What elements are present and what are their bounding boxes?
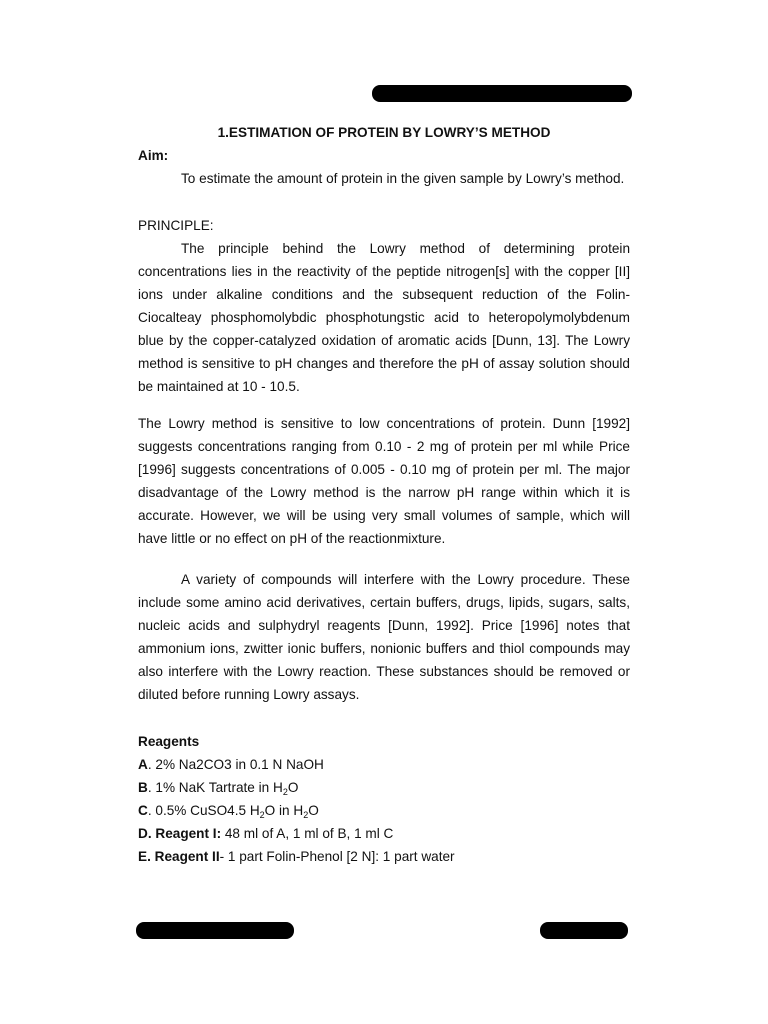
subscript: 2 — [303, 810, 309, 820]
reagent-text: . 1% NaK Tartrate in H — [147, 780, 283, 795]
reagent-letter: A — [138, 757, 148, 772]
aim-heading: Aim: — [138, 148, 169, 163]
principle-paragraph-1: The principle behind the Lowry method of determining protein concentrations lies in the reactivity of the peptide nitrogen[s] with the copper [II] ions under alkaline conditions and the subsequent reduction of the Folin-Ciocalteay phosphomolybdic phosphotungstic acid to heteropolymolybdenum blue by the copper-catalyzed oxidation of aromatic acids [Dunn, 13]. The Lowry method is sensitive to pH changes and therefore the pH of assay solution should be maintained at 10 - 10.5. — [138, 241, 630, 394]
reagent-text: . 2% Na2CO3 in 0.1 N NaOH — [147, 757, 324, 772]
principle-paragraph-2: The Lowry method is sensitive to low concentrations of protein. Dunn [1992] suggests concentrations ranging from 0.10 - 2 mg of protein per ml while Price [1996] suggests concentrations of 0.005 - 0.10 mg of protein per ml. The major disadvantage of the Lowry method is the narrow pH range within which it is accurate. However, we will be using very small volumes of sample, which will have little or no effect on pH of the reactionmixture. — [138, 416, 630, 546]
subscript: 2 — [282, 787, 288, 797]
reagent-text: 48 ml of A, 1 ml of B, 1 ml C — [221, 826, 394, 841]
subscript: 2 — [259, 810, 265, 820]
reagent-text: O — [287, 780, 299, 795]
reagent-letter: C — [138, 803, 148, 818]
reagent-e — [138, 845, 630, 868]
principle-paragraph-3: A variety of compounds will interfere with the Lowry procedure. These include some amino acid derivatives, certain buffers, drugs, lipids, sugars, salts, nucleic acids and sulphydryl reagents [Dunn, 1992]. Price [1996] notes that ammonium ions, zwitter ionic buffers, nonionic buffers and thiol compounds may also interfere with the Lowry reaction. These substances should be removed or diluted before running Lowry assays. — [138, 572, 630, 702]
reagent-c — [138, 799, 630, 822]
reagent-b — [138, 776, 630, 799]
reagent-letter: E — [138, 849, 148, 864]
redaction-bar-top — [372, 85, 632, 102]
document-title: 1.ESTIMATION OF PROTEIN BY LOWRY’S METHOD — [217, 125, 551, 140]
reagent-a — [138, 753, 630, 776]
redaction-bar-bottom-right — [540, 922, 628, 939]
aim-text: To estimate the amount of protein in the given sample by Lowry’s method. — [181, 171, 625, 186]
reagent-letter: B — [138, 780, 148, 795]
reagent-label: . Reagent I: — [147, 826, 222, 841]
reagent-text: O — [308, 803, 319, 818]
document-body — [138, 121, 630, 868]
reagents-heading: Reagents — [138, 734, 200, 749]
principle-heading: PRINCIPLE: — [138, 218, 214, 233]
reagent-text: . 0.5% CuSO4.5 H — [147, 803, 260, 818]
reagent-letter: D — [138, 826, 148, 841]
reagent-text: - 1 part Folin-Phenol [2 N]: 1 part water — [219, 849, 455, 864]
redaction-bar-bottom-left — [136, 922, 294, 939]
reagent-d — [138, 822, 630, 845]
reagent-label: . Reagent II — [147, 849, 220, 864]
reagent-text: O in H — [264, 803, 304, 818]
